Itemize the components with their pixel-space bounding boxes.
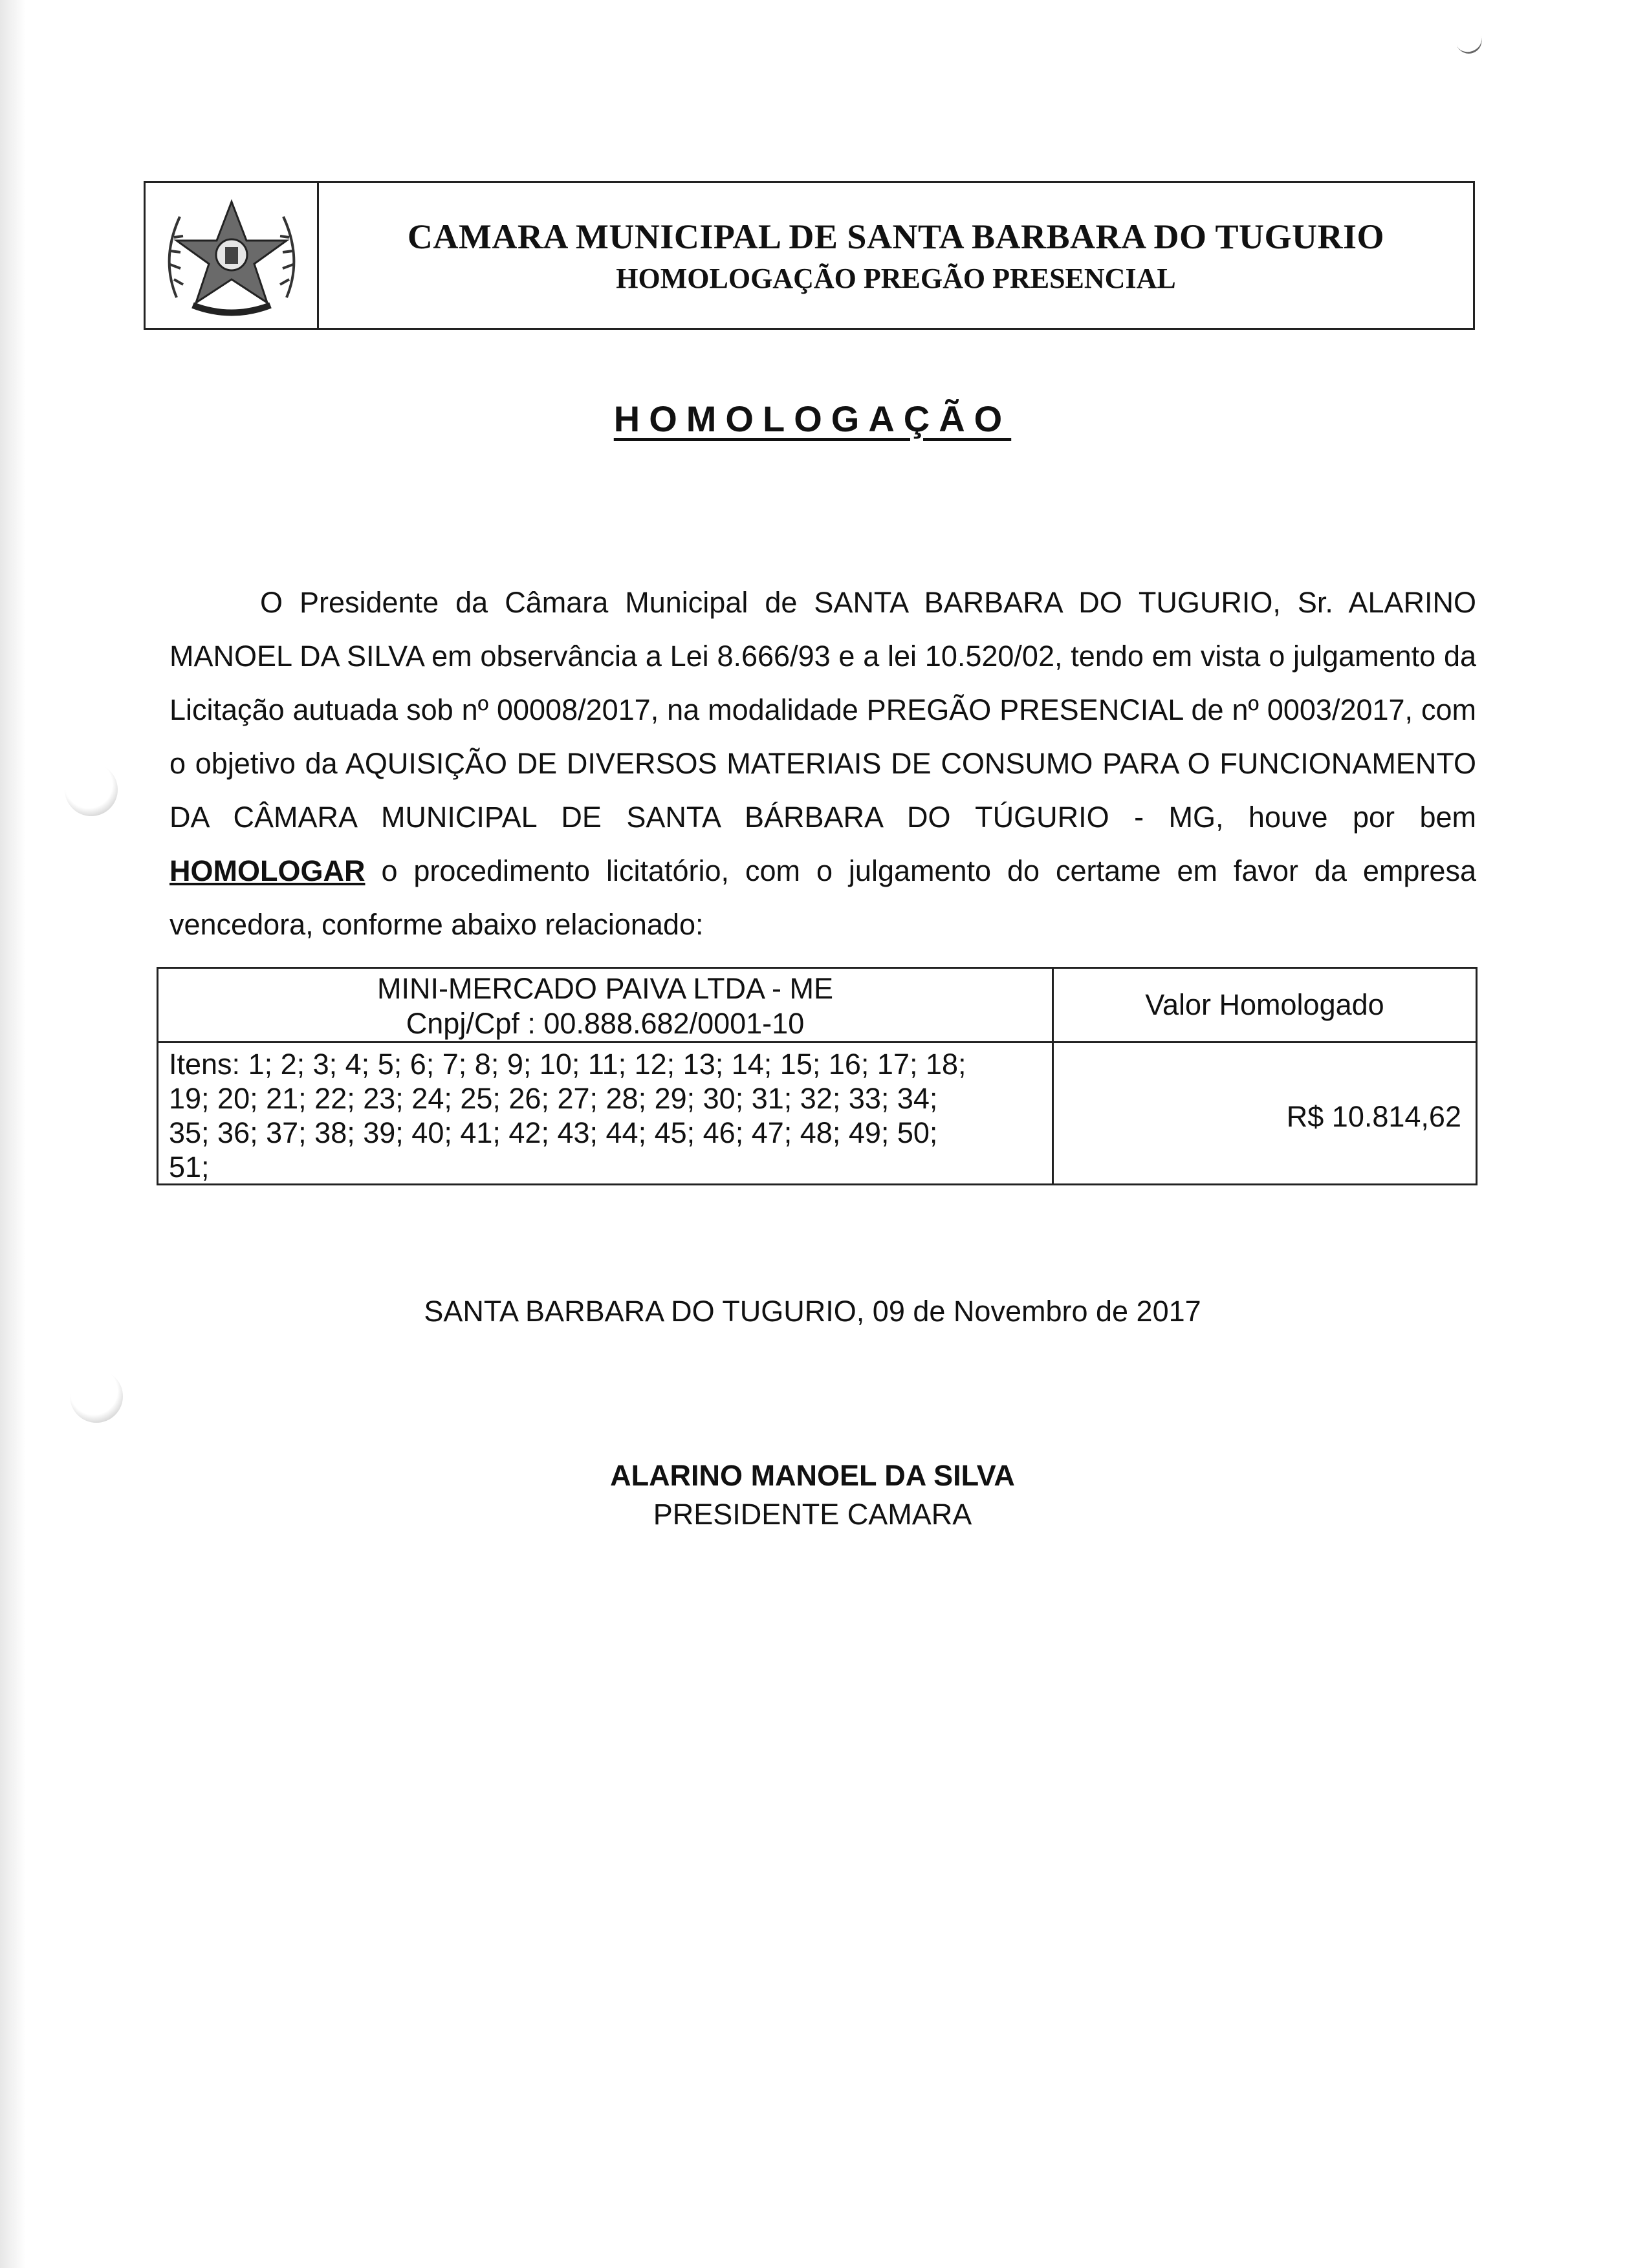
punch-hole-bottom [70, 1370, 123, 1423]
organization-name: CAMARA MUNICIPAL DE SANTA BARBARA DO TUGURIO [407, 217, 1385, 256]
page-edge-shadow [0, 0, 26, 2268]
company-cell [158, 969, 1054, 1043]
signatory-role: PRESIDENTE CAMARA [653, 1498, 972, 1531]
company-id: Cnpj/Cpf : 00.888.682/0001-10 [406, 1007, 805, 1040]
homologated-value: R$ 10.814,62 [1286, 1100, 1461, 1133]
company-name: MINI-MERCADO PAIVA LTDA - ME [376, 972, 834, 1005]
items-line: 51; [169, 1150, 210, 1183]
paragraph-emphasis: HOMOLOGAR [169, 854, 365, 887]
items-cell [158, 1043, 1054, 1184]
items-line: 19; 20; 21; 22; 23; 24; 25; 26; 27; 28; 29; 30; 31; 32; 33; 34; [169, 1082, 938, 1115]
body-paragraph [169, 576, 1476, 951]
value-header-cell [1054, 969, 1476, 1043]
crest-cell [146, 183, 319, 328]
result-table [157, 967, 1478, 1185]
paragraph-text-before: O Presidente da Câmara Municipal de SANTA BARBARA DO TUGURIO, Sr. ALARINO MANOEL DA SILVA em observância a Lei 8.666/93 e a lei 10.520/02, tendo em vista o julgamento da Licitação autuada sob nº 00008/2017, na modalidade PREGÃO PRESENCIAL de nº 0003/2017, com o objetivo da AQUISIÇÃO DE DIVERSOS MATERIAIS DE CONSUMO PARA O FUNCIONAMENTO DA CÂMARA MUNICIPAL DE SANTA BÁRBARA DO TÚGURIO - MG, houve por bem [169, 586, 1476, 834]
letterhead-text [319, 183, 1473, 328]
letterhead-box [144, 181, 1475, 330]
value-header: Valor Homologado [1145, 988, 1384, 1021]
items-line: 35; 36; 37; 38; 39; 40; 41; 42; 43; 44; 45; 46; 47; 48; 49; 50; [169, 1116, 938, 1149]
signatory-name: ALARINO MANOEL DA SILVA [610, 1459, 1015, 1492]
items-line: Itens: 1; 2; 3; 4; 5; 6; 7; 8; 9; 10; 11; 12; 13; 14; 15; 16; 17; 18; [169, 1048, 966, 1081]
check-mark [1452, 22, 1485, 57]
paragraph-text-after: o procedimento licitatório, com o julgamento do certame em favor da empresa vencedora, conforme abaixo relacionado: [169, 854, 1476, 941]
document-title: HOMOLOGAÇÃO [613, 398, 1012, 439]
value-cell [1054, 1043, 1476, 1184]
place-date: SANTA BARBARA DO TUGURIO, 09 de Novembro de 2017 [424, 1295, 1201, 1328]
punch-hole-top [65, 763, 118, 816]
signatory-block [0, 1456, 1625, 1534]
letterhead-subtitle: HOMOLOGAÇÃO PREGÃO PRESENCIAL [616, 262, 1176, 294]
coat-of-arms-icon [157, 188, 306, 323]
